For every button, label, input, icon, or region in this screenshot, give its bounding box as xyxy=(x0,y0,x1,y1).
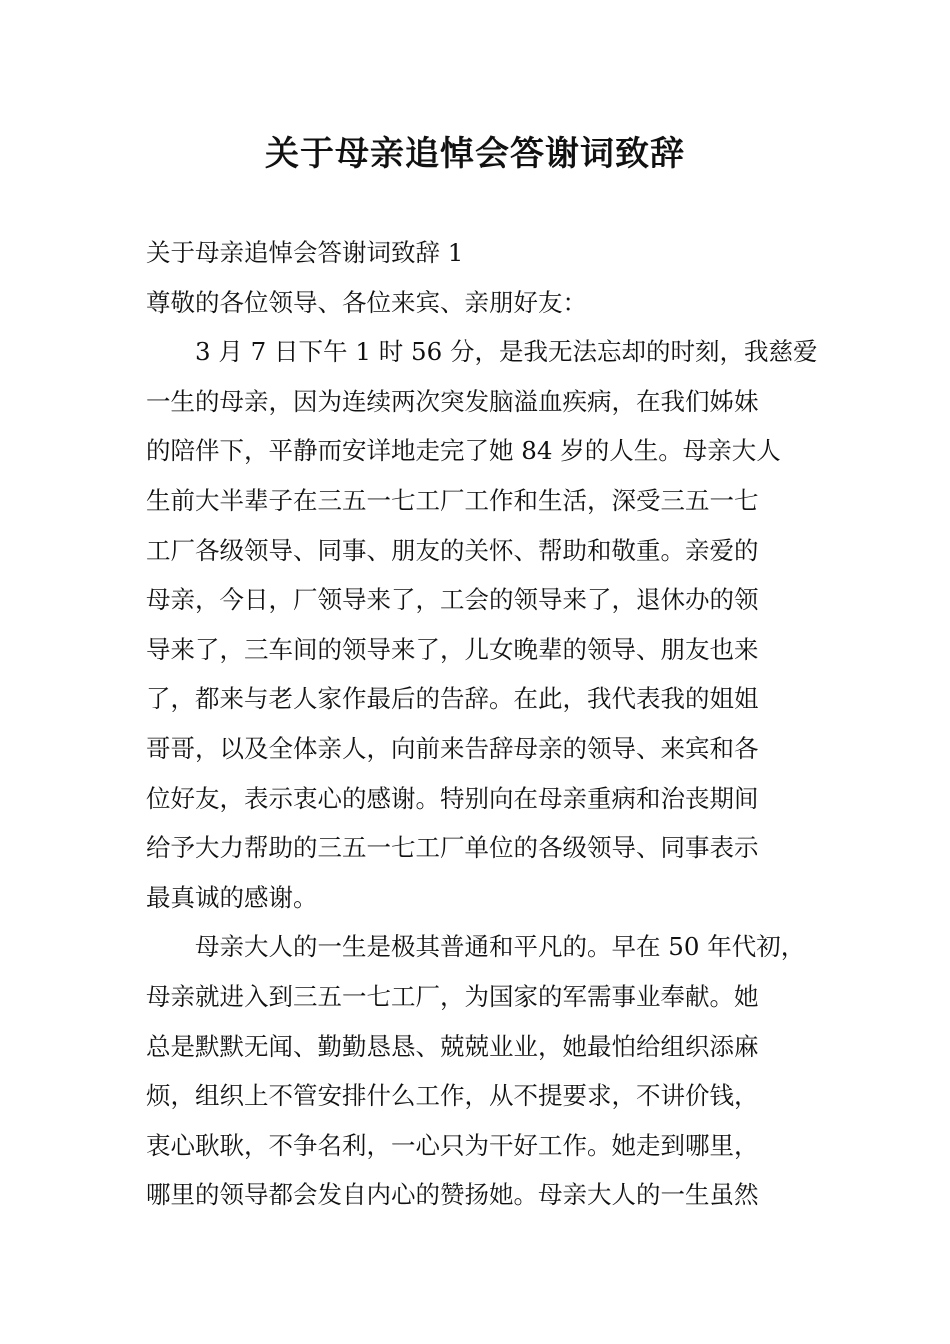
paragraph-line: 位好友，表示衷心的感谢。特别向在母亲重病和治丧期间 xyxy=(146,783,759,813)
salutation: 尊敬的各位领导、各位来宾、亲朋好友： xyxy=(146,287,587,317)
paragraph-line: 总是默默无闻、勤勤恳恳、兢兢业业，她最怕给组织添麻 xyxy=(146,1031,759,1061)
paragraph-1 xyxy=(146,327,831,922)
document-body xyxy=(146,228,831,1220)
paragraph-line: 衷心耿耿，不争名利，一心只为干好工作。她走到哪里， xyxy=(146,1130,759,1160)
paragraph-2 xyxy=(146,922,831,1220)
paragraph-line: 烦，组织上不管安排什么工作，从不提要求，不讲价钱， xyxy=(146,1081,759,1111)
paragraph-line: 哪里的领导都会发自内心的赞扬她。母亲大人的一生虽然 xyxy=(146,1180,759,1210)
paragraph-line: 导来了，三车间的领导来了，儿女晚辈的领导、朋友也来 xyxy=(146,634,759,664)
paragraph-line: 哥哥，以及全体亲人，向前来告辞母亲的领导、来宾和各 xyxy=(146,733,759,763)
paragraph-line: 一生的母亲，因为连续两次突发脑溢血疾病，在我们姊妹 xyxy=(146,386,759,416)
paragraph-line: 了，都来与老人家作最后的告辞。在此，我代表我的姐姐 xyxy=(146,684,759,714)
paragraph-line: 生前大半辈子在三五一七工厂工作和生活，深受三五一七 xyxy=(146,485,759,515)
paragraph-line: 母亲大人的一生是极其普通和平凡的。早在 50 年代初， xyxy=(195,932,806,962)
paragraph-line: 母亲，今日，厂领导来了，工会的领导来了，退休办的领 xyxy=(146,585,759,615)
section-heading: 关于母亲追悼会答谢词致辞 1 xyxy=(146,238,464,267)
paragraph-line: 母亲就进入到三五一七工厂，为国家的军需事业奉献。她 xyxy=(146,981,759,1011)
paragraph-line: 3 月 7 日下午 1 时 56 分，是我无法忘却的时刻，我慈爱 xyxy=(195,337,818,367)
paragraph-line: 的陪伴下，平静而安详地走完了她 84 岁的人生。母亲大人 xyxy=(146,436,781,466)
paragraph-line: 最真诚的感谢。 xyxy=(146,882,318,912)
paragraph-line: 工厂各级领导、同事、朋友的关怀、帮助和敬重。亲爱的 xyxy=(146,535,759,565)
paragraph-line: 给予大力帮助的三五一七工厂单位的各级领导、同事表示 xyxy=(146,833,759,863)
document-title: 关于母亲追悼会答谢词致辞 xyxy=(265,134,685,174)
